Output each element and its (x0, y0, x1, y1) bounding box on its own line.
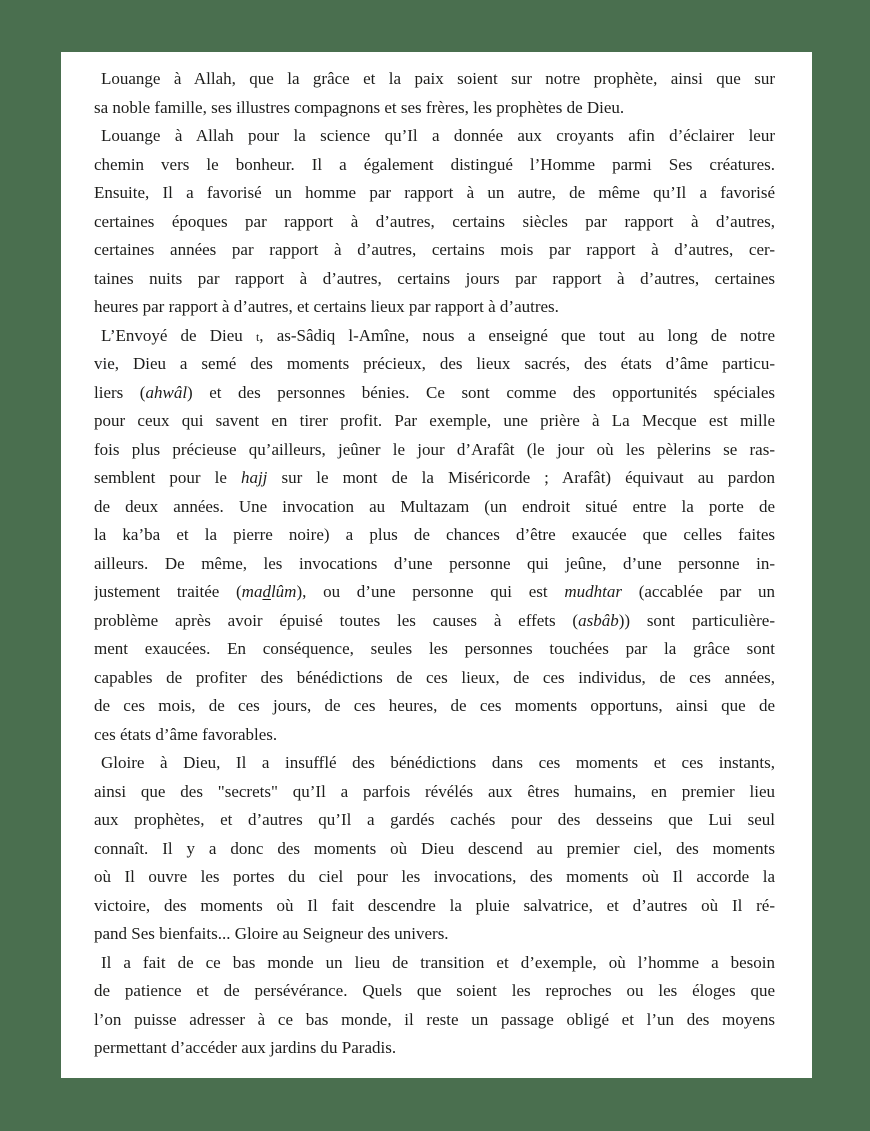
text-line (94, 322, 775, 351)
paragraph (94, 322, 775, 750)
paragraph (94, 122, 775, 322)
text-line (94, 892, 775, 921)
text-run: liers ( (94, 382, 146, 402)
text-line (94, 464, 775, 493)
text-run: certaines époques par rapport à d’autres, certains siècles par rapport à d’autres, (94, 211, 775, 231)
text-run: pand Ses bienfaits... Gloire au Seigneur des univers. (94, 924, 449, 943)
text-line (94, 436, 775, 465)
text-line (94, 1034, 775, 1063)
text-line (94, 1006, 775, 1035)
text-run: (accablée par un (621, 582, 775, 601)
italic-term: mudhtar (564, 582, 622, 601)
text-run: de patience et de persévérance. Quels que soient les reproches ou les éloges que (94, 981, 775, 1000)
paragraph (94, 65, 775, 122)
italic-term: ahwâl (145, 382, 188, 402)
text-run: Ensuite, Il a favorisé un homme par rapport à un autre, de même qu’Il a favorisé (94, 183, 775, 202)
text-run: certaines années par rapport à d’autres, certains mois par rapport à d’autres, cer- (94, 240, 775, 259)
text-run: ces états d’âme favorables. (94, 724, 278, 744)
text-run: Gloire à Dieu, Il a insufflé des bénédictions dans ces moments et ces instants, (101, 753, 775, 772)
text-run: semblent pour le (94, 468, 241, 487)
text-line (94, 379, 775, 408)
text-run: l’on puisse adresser à ce bas monde, il reste un passage obligé et l’un des moyens (94, 1009, 775, 1029)
text-run: la ka’ba et la pierre noire) a plus de chances d’être exaucée que celles faites (94, 525, 775, 544)
text-run: sur le mont de la Miséricorde ; Arafât) équivaut au pardon (267, 468, 775, 487)
text-line (94, 949, 775, 978)
text-run: Louange à Allah pour la science qu’Il a donnée aux croyants afin d’éclairer leur (101, 126, 775, 145)
text-line (94, 94, 775, 123)
text-line (94, 122, 775, 151)
text-line (94, 635, 775, 664)
text-run: )) sont particulière- (618, 610, 775, 630)
text-line (94, 749, 775, 778)
text-line (94, 208, 775, 237)
text-line (94, 493, 775, 522)
text-line (94, 692, 775, 721)
text-line (94, 550, 775, 579)
text-run: de ces mois, de ces jours, de ces heures, de ces moments opportuns, ainsi que de (94, 696, 775, 715)
text-line (94, 806, 775, 835)
italic-term: ma (241, 582, 263, 601)
text-run: Louange à Allah, que la grâce et la paix soient sur notre prophète, ainsi que sur (101, 69, 775, 88)
text-line (94, 350, 775, 379)
text-line (94, 835, 775, 864)
text-line (94, 236, 775, 265)
text-run: justement traitée ( (94, 582, 242, 601)
text-line (94, 179, 775, 208)
text-run: Il a fait de ce bas monde un lieu de transition et d’exemple, où l’homme a besoin (101, 952, 775, 972)
text-run: de deux années. Une invocation au Multazam (un endroit situé entre la porte de (94, 496, 775, 516)
text-run: taines nuits par rapport à d’autres, certains jours par rapport à d’autres, certaines (94, 268, 775, 288)
text-run: chemin vers le bonheur. Il a également distingué l’Homme parmi Ses créatures. (94, 154, 775, 174)
text-run: connaît. Il y a donc des moments où Dieu descend au premier ciel, des moments (94, 838, 775, 858)
text-run: pour ceux qui savent en tirer profit. Par exemple, une prière à La Mecque est mille (94, 411, 775, 430)
text-line (94, 977, 775, 1006)
prophet-symbol: t (255, 329, 260, 344)
paragraph (94, 949, 775, 1063)
paragraph (94, 749, 775, 949)
text-line (94, 607, 775, 636)
text-run: , as-Sâdiq l-Amîne, nous a enseigné que tout au long de notre (259, 325, 775, 345)
text-run: victoire, des moments où Il fait descendre la pluie salvatrice, et d’autres où Il ré- (94, 895, 775, 915)
text-line (94, 578, 775, 607)
text-line (94, 863, 775, 892)
text-line (94, 407, 775, 436)
text-run: permettant d’accéder aux jardins du Paradis. (94, 1038, 397, 1057)
text-line (94, 664, 775, 693)
text-run: vie, Dieu a semé des moments précieux, des lieux sacrés, des états d’âme particu- (94, 354, 775, 373)
text-line (94, 151, 775, 180)
text-run: ment exaucées. En conséquence, seules les personnes touchées par la grâce sont (94, 639, 775, 658)
text-line (94, 293, 775, 322)
italic-term: lûm (270, 582, 297, 601)
text-line (94, 920, 775, 949)
text-line (94, 721, 775, 750)
text-run: ainsi que des "secrets" qu’Il a parfois révélés aux êtres humains, en premier lieu (94, 781, 775, 801)
text-line (94, 521, 775, 550)
text-run: ), ou d’une personne qui est (296, 582, 565, 601)
text-line (94, 65, 775, 94)
text-run: problème après avoir épuisé toutes les causes à effets ( (94, 610, 579, 630)
italic-term: hajj (240, 468, 268, 487)
text-run: ) et des personnes bénies. Ce sont comme des opportunités spéciales (187, 382, 775, 402)
text-line (94, 778, 775, 807)
text-run: capables de profiter des bénédictions de ces lieux, de ces individus, de ces années, (94, 667, 775, 687)
text-run: fois plus précieuse qu’ailleurs, jeûner le jour d’Arafât (le jour où les pèlerins se ras- (94, 439, 775, 459)
text-run: sa noble famille, ses illustres compagnons et ses frères, les prophètes de Dieu. (94, 97, 625, 117)
book-page (61, 52, 812, 1078)
text-run: heures par rapport à d’autres, et certains lieux par rapport à d’autres. (94, 297, 559, 316)
text-run: où Il ouvre les portes du ciel pour les invocations, des moments où Il accorde la (94, 867, 775, 886)
page-text (94, 65, 775, 1063)
italic-term: d (262, 582, 271, 601)
text-run: ailleurs. De même, les invocations d’une personne qui jeûne, d’une personne in- (94, 553, 775, 573)
text-line (94, 265, 775, 294)
text-run: aux prophètes, et d’autres qu’Il a gardés cachés pour des desseins que Lui seul (94, 810, 775, 829)
text-run: L’Envoyé de Dieu (101, 325, 256, 345)
italic-term: asbâb (578, 610, 619, 630)
